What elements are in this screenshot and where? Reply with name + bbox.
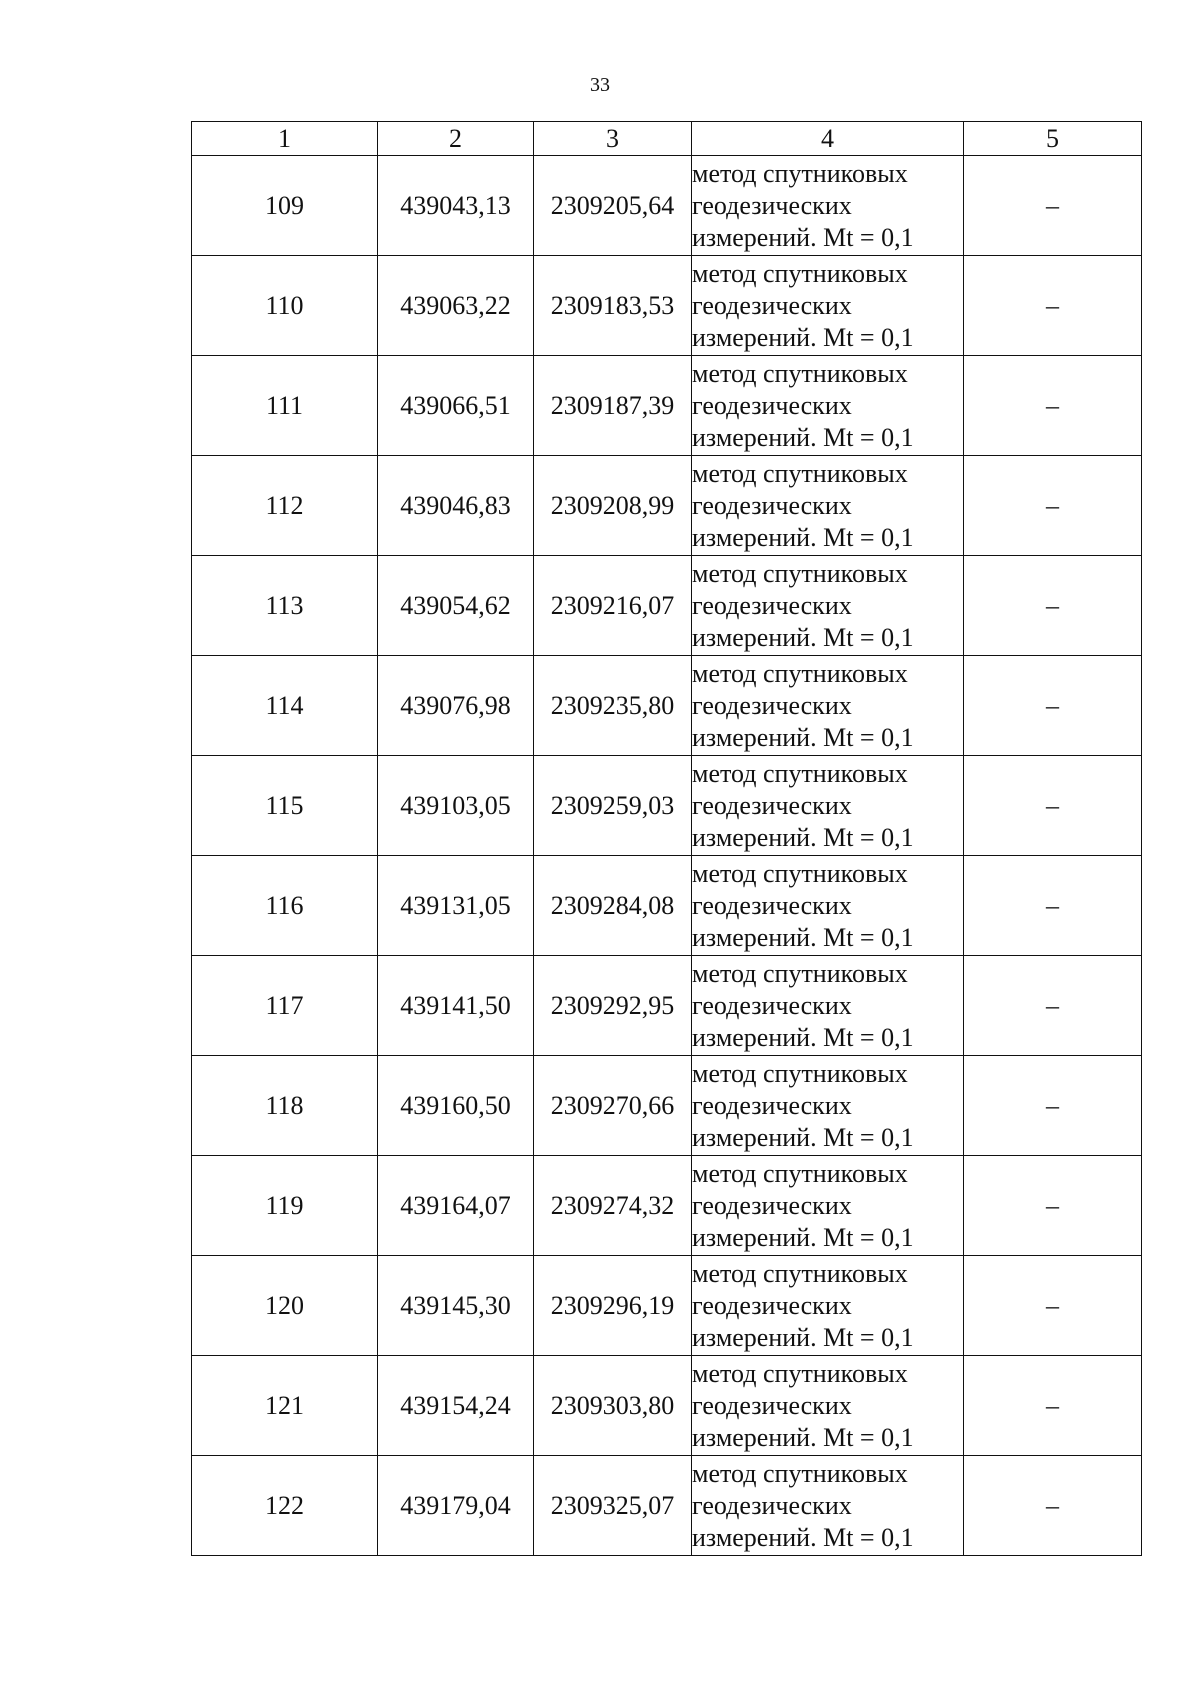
method-text-line: измерений. Mt = 0,1: [692, 1422, 914, 1452]
point-number-cell: 113: [192, 556, 378, 656]
y-coordinate-cell: 2309284,08: [534, 856, 692, 956]
method-text-line: метод спутниковых: [692, 1458, 908, 1488]
method-text-line: измерений. Mt = 0,1: [692, 1122, 914, 1152]
x-coordinate-cell: 439145,30: [378, 1256, 534, 1356]
method-cell: [692, 1256, 964, 1356]
y-coordinate-cell: 2309296,19: [534, 1256, 692, 1356]
y-coordinate-cell: 2309187,39: [534, 356, 692, 456]
table-row: [192, 856, 1142, 956]
method-text-line: метод спутниковых: [692, 358, 908, 388]
note-cell: –: [964, 656, 1142, 756]
method-cell: [692, 956, 964, 1056]
note-cell: –: [964, 356, 1142, 456]
method-text-line: измерений. Mt = 0,1: [692, 1322, 914, 1352]
header-col-3: 3: [534, 122, 692, 156]
note-cell: –: [964, 1256, 1142, 1356]
y-coordinate-cell: 2309216,07: [534, 556, 692, 656]
note-cell: –: [964, 256, 1142, 356]
method-text-line: геодезических: [692, 590, 852, 620]
method-text-line: геодезических: [692, 1290, 852, 1320]
note-cell: –: [964, 1456, 1142, 1556]
table-row: [192, 1356, 1142, 1456]
x-coordinate-cell: 439066,51: [378, 356, 534, 456]
table-row: [192, 1256, 1142, 1356]
table-row: [192, 1056, 1142, 1156]
y-coordinate-cell: 2309303,80: [534, 1356, 692, 1456]
method-text-line: метод спутниковых: [692, 658, 908, 688]
point-number-cell: 110: [192, 256, 378, 356]
y-coordinate-cell: 2309292,95: [534, 956, 692, 1056]
point-number-cell: 118: [192, 1056, 378, 1156]
method-text-line: измерений. Mt = 0,1: [692, 322, 914, 352]
x-coordinate-cell: 439131,05: [378, 856, 534, 956]
note-cell: –: [964, 856, 1142, 956]
method-cell: [692, 456, 964, 556]
point-number-cell: 111: [192, 356, 378, 456]
method-text-line: метод спутниковых: [692, 1158, 908, 1188]
table-row: [192, 1156, 1142, 1256]
y-coordinate-cell: 2309270,66: [534, 1056, 692, 1156]
method-text-line: метод спутниковых: [692, 858, 908, 888]
method-text-line: метод спутниковых: [692, 258, 908, 288]
method-cell: [692, 656, 964, 756]
x-coordinate-cell: 439160,50: [378, 1056, 534, 1156]
x-coordinate-cell: 439046,83: [378, 456, 534, 556]
header-col-2: 2: [378, 122, 534, 156]
method-text-line: геодезических: [692, 690, 852, 720]
point-number-cell: 117: [192, 956, 378, 1056]
point-number-cell: 122: [192, 1456, 378, 1556]
method-cell: [692, 1356, 964, 1456]
page-number: 33: [590, 74, 610, 96]
method-text-line: геодезических: [692, 1390, 852, 1420]
method-cell: [692, 556, 964, 656]
method-text-line: измерений. Mt = 0,1: [692, 222, 914, 252]
header-col-5: 5: [964, 122, 1142, 156]
method-text-line: геодезических: [692, 1490, 852, 1520]
x-coordinate-cell: 439103,05: [378, 756, 534, 856]
y-coordinate-cell: 2309274,32: [534, 1156, 692, 1256]
point-number-cell: 115: [192, 756, 378, 856]
method-text-line: измерений. Mt = 0,1: [692, 622, 914, 652]
coordinates-table: [191, 121, 1142, 1556]
table-row: [192, 656, 1142, 756]
note-cell: –: [964, 1056, 1142, 1156]
method-text-line: геодезических: [692, 890, 852, 920]
method-cell: [692, 856, 964, 956]
y-coordinate-cell: 2309259,03: [534, 756, 692, 856]
method-text-line: геодезических: [692, 990, 852, 1020]
table-row: [192, 1456, 1142, 1556]
method-text-line: измерений. Mt = 0,1: [692, 922, 914, 952]
method-text-line: измерений. Mt = 0,1: [692, 822, 914, 852]
x-coordinate-cell: 439179,04: [378, 1456, 534, 1556]
x-coordinate-cell: 439141,50: [378, 956, 534, 1056]
method-text-line: измерений. Mt = 0,1: [692, 422, 914, 452]
note-cell: –: [964, 456, 1142, 556]
note-cell: –: [964, 156, 1142, 256]
point-number-cell: 121: [192, 1356, 378, 1456]
note-cell: –: [964, 1156, 1142, 1256]
method-text-line: метод спутниковых: [692, 458, 908, 488]
y-coordinate-cell: 2309235,80: [534, 656, 692, 756]
x-coordinate-cell: 439043,13: [378, 156, 534, 256]
y-coordinate-cell: 2309205,64: [534, 156, 692, 256]
method-text-line: геодезических: [692, 490, 852, 520]
point-number-cell: 114: [192, 656, 378, 756]
point-number-cell: 119: [192, 1156, 378, 1256]
method-text-line: метод спутниковых: [692, 558, 908, 588]
table-row: [192, 956, 1142, 1056]
method-text-line: геодезических: [692, 190, 852, 220]
method-cell: [692, 256, 964, 356]
x-coordinate-cell: 439063,22: [378, 256, 534, 356]
x-coordinate-cell: 439164,07: [378, 1156, 534, 1256]
method-text-line: измерений. Mt = 0,1: [692, 522, 914, 552]
method-cell: [692, 156, 964, 256]
method-text-line: геодезических: [692, 790, 852, 820]
table-row: [192, 256, 1142, 356]
point-number-cell: 120: [192, 1256, 378, 1356]
x-coordinate-cell: 439054,62: [378, 556, 534, 656]
point-number-cell: 112: [192, 456, 378, 556]
method-cell: [692, 1056, 964, 1156]
x-coordinate-cell: 439154,24: [378, 1356, 534, 1456]
table-row: [192, 556, 1142, 656]
method-text-line: метод спутниковых: [692, 958, 908, 988]
header-col-1: 1: [192, 122, 378, 156]
header-row: [192, 122, 1142, 156]
method-text-line: измерений. Mt = 0,1: [692, 1222, 914, 1252]
table-row: [192, 756, 1142, 856]
method-cell: [692, 1456, 964, 1556]
method-text-line: измерений. Mt = 0,1: [692, 1522, 914, 1552]
point-number-cell: 109: [192, 156, 378, 256]
method-cell: [692, 356, 964, 456]
method-text-line: метод спутниковых: [692, 758, 908, 788]
y-coordinate-cell: 2309208,99: [534, 456, 692, 556]
method-text-line: метод спутниковых: [692, 1258, 908, 1288]
table-row: [192, 456, 1142, 556]
table-body: [192, 156, 1142, 1556]
note-cell: –: [964, 756, 1142, 856]
header-col-4: 4: [692, 122, 964, 156]
note-cell: –: [964, 956, 1142, 1056]
y-coordinate-cell: 2309325,07: [534, 1456, 692, 1556]
point-number-cell: 116: [192, 856, 378, 956]
method-text-line: геодезических: [692, 290, 852, 320]
method-text-line: геодезических: [692, 1090, 852, 1120]
method-text-line: метод спутниковых: [692, 1358, 908, 1388]
method-text-line: геодезических: [692, 1190, 852, 1220]
note-cell: –: [964, 1356, 1142, 1456]
method-text-line: измерений. Mt = 0,1: [692, 722, 914, 752]
method-text-line: метод спутниковых: [692, 1058, 908, 1088]
method-text-line: метод спутниковых: [692, 158, 908, 188]
method-cell: [692, 1156, 964, 1256]
note-cell: –: [964, 556, 1142, 656]
method-cell: [692, 756, 964, 856]
method-text-line: измерений. Mt = 0,1: [692, 1022, 914, 1052]
method-text-line: геодезических: [692, 390, 852, 420]
table-row: [192, 156, 1142, 256]
x-coordinate-cell: 439076,98: [378, 656, 534, 756]
y-coordinate-cell: 2309183,53: [534, 256, 692, 356]
table-row: [192, 356, 1142, 456]
